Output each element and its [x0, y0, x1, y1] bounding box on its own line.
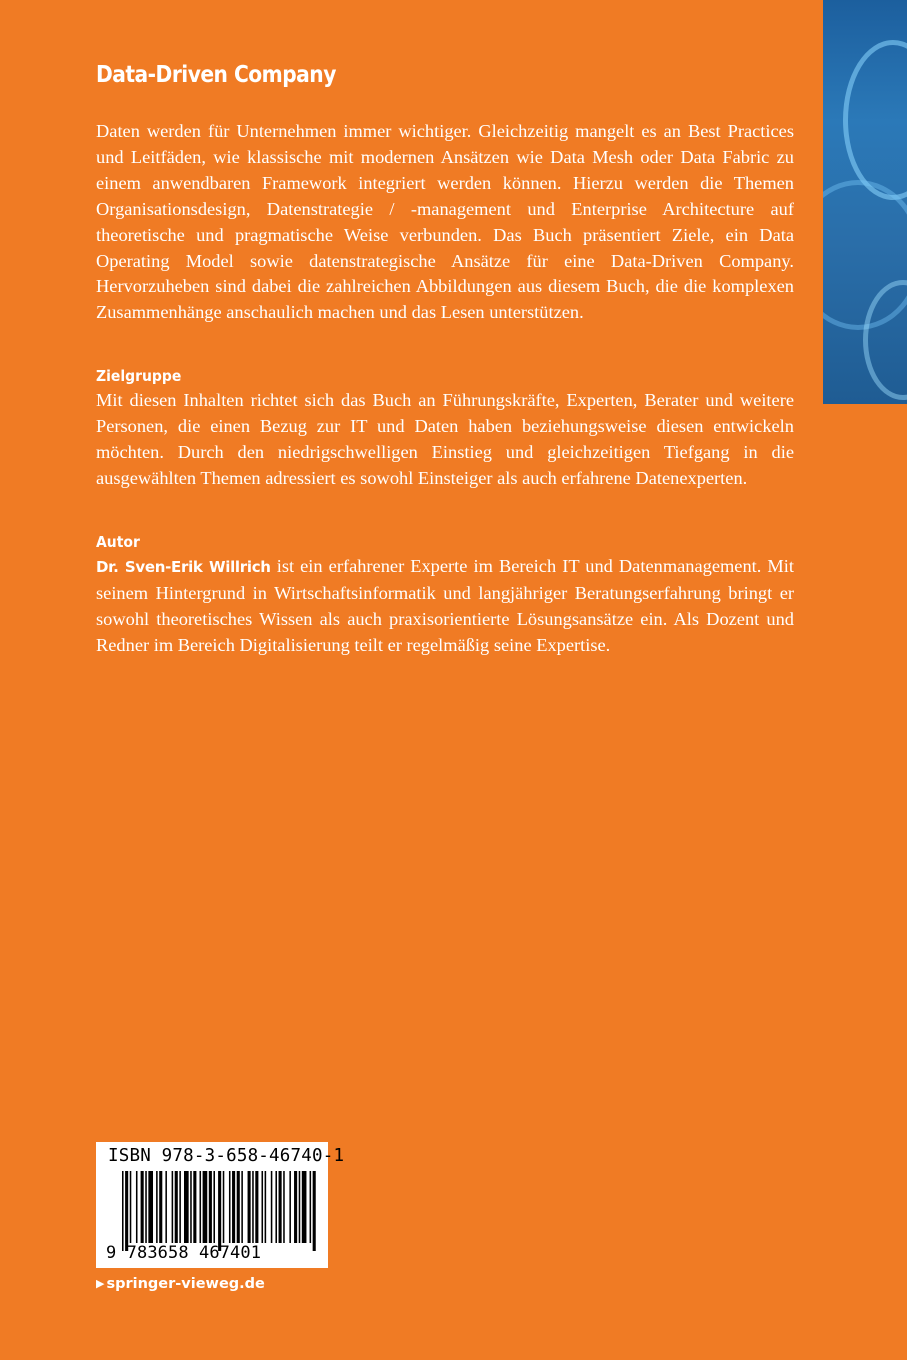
publisher-link[interactable]: [96, 1276, 265, 1292]
barcode-bar: [193, 1171, 196, 1243]
barcode-bar: [213, 1171, 215, 1243]
cover-image-strip: [823, 0, 907, 404]
author-bio-text: ist ein erfahrener Experte im Bereich IT und Datenmanagement. Mit seinem Hintergrund in Wirtschaftsinformatik und langjähriger Beratungserfahrung bringt er sowohl theoretisches Wissen als auch praxisorientierte Lösungsansätze ein. Als Dozent und Redner im Bereich Digitalisierung teilt er regelmäßig seine Expertise.: [96, 556, 794, 655]
barcode-bar: [279, 1171, 282, 1243]
barcode-bar: [218, 1171, 221, 1251]
barcode-bar: [209, 1171, 212, 1243]
barcode-bar: [122, 1171, 124, 1251]
target-audience-text: Mit diesen Inhalten richtet sich das Buch an Führungskräfte, Experten, Berater und weitere Personen, die einen Bezug zur IT und Daten haben beziehungsweise diesen entwickeln möchten. Durch den niedrigschwelligen Einstieg und gleichzeitigen Tiefgang in die ausgewählten Themen adressiert es sowohl Einsteiger als auch erfahrene Datenexperten.: [96, 390, 794, 488]
barcode-bar: [237, 1171, 240, 1243]
barcode-bar: [232, 1171, 235, 1243]
barcode-bar: [156, 1171, 158, 1243]
barcode-bar: [229, 1171, 231, 1243]
barcode-bar: [179, 1171, 181, 1243]
barcode-bar: [148, 1171, 153, 1243]
barcode-bar: [184, 1171, 189, 1243]
barcode-digits: 9 783658 467401: [106, 1243, 262, 1263]
barcode-bar: [310, 1171, 312, 1243]
barcode-bar: [172, 1171, 174, 1243]
barcode-bar: [275, 1171, 277, 1243]
book-title: Data-Driven Company: [96, 62, 336, 88]
barcode-bar: [262, 1171, 264, 1243]
isbn-barcode: [96, 1142, 345, 1268]
author-name: Dr. Sven-Erik Willrich: [96, 558, 271, 576]
barcode-bar: [203, 1171, 208, 1243]
barcode-bar: [190, 1171, 192, 1243]
arrow-icon: ▶: [96, 1277, 105, 1290]
barcode-bar: [125, 1171, 128, 1251]
barcode-bar: [255, 1171, 258, 1243]
publisher-url: springer-vieweg.de: [106, 1276, 265, 1292]
barcode-bar: [175, 1171, 178, 1243]
barcode-bar: [289, 1171, 291, 1243]
book-description: Daten werden für Unternehmen immer wichtiger. Gleichzeitig mangelt es an Best Practices und Leitfäden, wie klassische mit modernen Ansätzen wie Data Mesh oder Data Fabric zu einem anwendbaren Framework integriert werden können. Hierzu werden die Themen Organisationsdesign, Datenstrategie / -management und Enterprise Architecture auf theoretische und pragmatische Weise verbunden. Das Buch präsentiert Ziele, ein Data Operating Model sowie datenstrategische Ansätze für eine Data-Driven Company. Hervorzuheben sind dabei die zahlreichen Abbildungen aus diesem Buch, die die komplexen Zusammenhänge anschaulich machen und das Lesen unterstützen.: [96, 121, 794, 323]
barcode-bar: [159, 1171, 162, 1243]
barcode-bar: [145, 1171, 147, 1243]
barcode-bar: [241, 1171, 243, 1243]
image-highlight: [843, 40, 907, 200]
barcode-bar: [294, 1171, 297, 1243]
barcode-bar: [302, 1171, 307, 1243]
barcode-bar: [271, 1171, 273, 1243]
barcode-bar: [165, 1171, 167, 1243]
barcode-bar: [313, 1171, 316, 1251]
barcode-bar: [223, 1171, 225, 1243]
barcode-bar: [141, 1171, 144, 1243]
author-bio: [96, 554, 794, 659]
barcode-bar: [200, 1171, 202, 1243]
target-audience-heading: Zielgruppe: [96, 367, 182, 385]
barcode-bar: [130, 1171, 132, 1243]
author-heading: Autor: [96, 533, 140, 551]
barcode-bar: [252, 1171, 254, 1243]
barcode-bar: [136, 1171, 138, 1243]
barcode-bar: [248, 1171, 251, 1243]
isbn-label: ISBN 978-3-658-46740-1: [108, 1146, 345, 1166]
barcode-bar: [299, 1171, 301, 1243]
barcode-bar: [265, 1171, 267, 1243]
barcode-bar: [283, 1171, 285, 1243]
